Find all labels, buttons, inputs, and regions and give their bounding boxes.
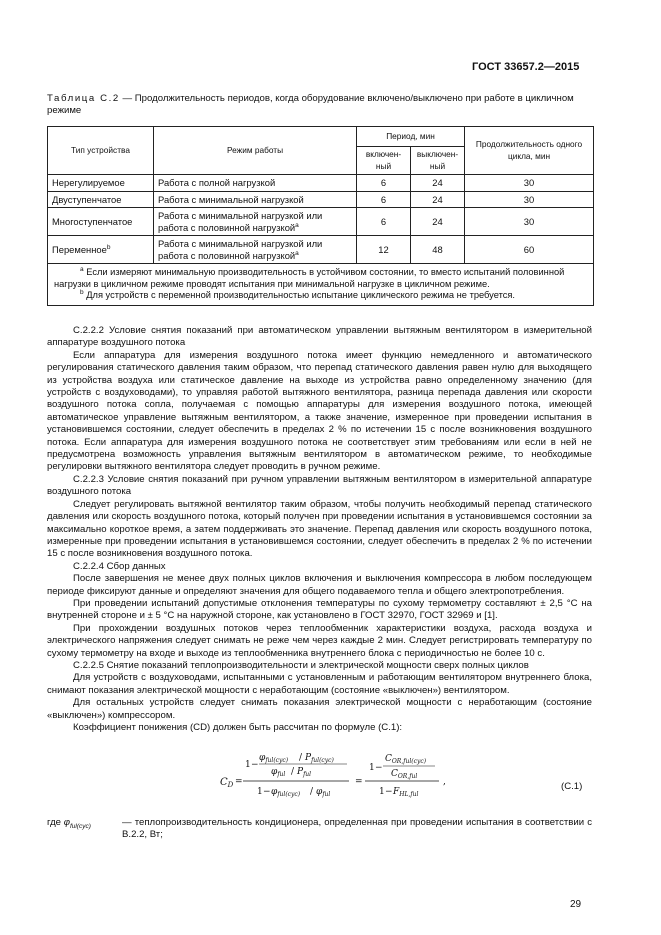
cell-off: 24	[411, 175, 465, 192]
paragraph: Следует регулировать вытяжной вентилятор таким образом, чтобы получить необходимый перепад статического давления или скорость воздушного потока, который получен при проведении испытания в установившемся состоянии за максимально короткое время, а затем поддерживать это значение. Перепад давления или скорость воздушного потока, измеренные при проведении испытания в установившемся состоянии, следует обеспечить в пределах 2 % по истечении 15 с после возникновения воздушного потока.	[47, 498, 592, 560]
svg-text:φful: $\varphi_{ful}$	[271, 767, 286, 778]
table-row	[48, 191, 594, 208]
table-row	[48, 208, 594, 236]
cell-off: 48	[411, 236, 465, 264]
cell-mode: Работа с минимальной нагрузкой	[154, 191, 357, 208]
cell-off: 24	[411, 191, 465, 208]
paragraph: Для остальных устройств следует снимать показания электрической мощности с неработающим (состояние «выключен») компрессором.	[47, 697, 592, 721]
cell-device-type: Переменное$^b$	[48, 236, 154, 264]
svg-text:Pful(cyc): $P_{ful(cyc)}$	[305, 753, 334, 764]
cell-cycle: 30	[465, 208, 594, 236]
cell-mode: Работа с минимальной нагрузкой или работа с половинной нагрузкой$^a$	[154, 236, 357, 264]
svg-text:COR,ful: $C_{OR,ful}$	[391, 769, 418, 780]
svg-text:1: 1	[245, 760, 251, 770]
svg-text:Pful: $P_{ful}$	[297, 767, 312, 778]
svg-text:/: /	[291, 767, 295, 777]
cell-on: 6	[357, 175, 411, 192]
cell-mode: Работа с полной нагрузкой	[154, 175, 357, 192]
body-text	[47, 325, 592, 734]
cell-cycle: 60	[465, 236, 594, 264]
formula-number: (С.1)	[561, 781, 583, 792]
page-number: 29	[570, 899, 582, 910]
note-a: $^a$ Если измеряют минимальную производительность в устойчивом состоянии, то вместо испытаний половинной нагрузки в цикличном режиме проводят испытания при минимальной нагрузке в цикличном режиме.	[54, 265, 565, 289]
paragraph: Для устройств с воздуховодами, испытанными с установленным и работающим вентилятором внутреннего блока, снимают показания электрической мощности с неработающим (состояние «выключен») вентилятором.	[47, 672, 592, 696]
svg-text:−: −	[385, 787, 393, 797]
table-caption-text: — Продолжительность периодов, когда оборудование включено/выключено при работе в цикличном режиме	[47, 93, 574, 116]
note-b: $^b$ Для устройств с переменной производительностью испытание циклического режима не требуется.	[80, 288, 516, 300]
svg-text:,: ,	[443, 777, 446, 787]
table-caption	[47, 93, 592, 117]
table-label: Таблица С.2	[47, 93, 120, 104]
period-table	[47, 126, 594, 306]
svg-text:=: =	[235, 777, 243, 787]
svg-text:φful: $\varphi_{ful}$	[316, 787, 331, 798]
cell-off: 24	[411, 208, 465, 236]
header-mode: Режим работы	[154, 127, 357, 175]
svg-text:1: 1	[379, 787, 385, 797]
where-symbol: где $\varphi_{ful(cyc)}$	[47, 817, 91, 830]
header-period: Период, мин	[357, 127, 465, 147]
svg-text:−: −	[375, 763, 383, 773]
table-row	[48, 236, 594, 264]
paragraph: Если аппаратура для измерения воздушного потока имеет функцию немедленного и автоматического регулирования статического давления таким образом, что перепад статического давления равен нулю для выходящего из устройства воздуха или статическое давление на выходе из устройства равно определенному значению (для устройств с воздуховодами), то управляя работой вытяжного вентилятора, разница перепада давления или скорости воздушного потока сопла, получаемая с помощью аппаратуры для измерения воздушного потока, имеющей автоматическое управление вытяжным вентилятором, а также значение, измеренное при проведении испытания в установившемся состоянии, следует обеспечить в пределах 2 % по истечении 15 с после возникновения воздушного потока. Если аппаратура для измерения воздушного потока не соответствует этим требованиям или если в ней не предусмотрена возможность управления вытяжным вентилятором в автоматическом режиме, то необходимые регулировки вытяжного вентилятора следует проводить в ручном режиме.	[47, 349, 592, 473]
table-row	[48, 175, 594, 192]
header-on: включен-ный	[357, 147, 411, 175]
cell-cycle: 30	[465, 191, 594, 208]
svg-text:φful(cyc): $\varphi_{ful(cyc)}$	[259, 753, 289, 764]
cell-on: 12	[357, 236, 411, 264]
svg-text:−: −	[263, 787, 271, 797]
where-clause	[47, 817, 592, 842]
header-device-type: Тип устройства	[48, 127, 154, 175]
header-cycle: Продолжительность одного цикла, мин	[465, 127, 594, 175]
table-notes	[48, 264, 594, 306]
cell-device-type: Многоступенчатое	[48, 208, 154, 236]
paragraph: При проведении испытаний допустимые отклонения температуры по сухому термометру составляют ± 2,5 °С на внутренней стороне и ± 5 °С на наружной стороне, как установлено в ГОСТ 32970, ГОСТ 32969 и [1].	[47, 597, 592, 622]
cell-on: 6	[357, 191, 411, 208]
svg-text:−: −	[251, 760, 259, 770]
cell-device-type: Двуступенчатое	[48, 191, 154, 208]
svg-text:=: =	[355, 777, 363, 787]
standard-header: ГОСТ 33657.2—2015	[472, 61, 580, 73]
svg-text:φful(cyc): $\varphi_{ful(cyc)}$	[271, 787, 301, 798]
svg-text:/: /	[310, 787, 314, 797]
section-c224-heading: С.2.2.4 Сбор данных	[73, 560, 166, 572]
cell-device-type: Нерегулируемое	[48, 175, 154, 192]
paragraph: При прохождении воздушных потоков через теплообменник характеристики воздуха, расхода воздуха и электрического напряжения следует снимать не реже чем через каждые 2 мин. Следует регистрировать температуру по сухому термометру на входе и выходе из теплообменника внутреннего блока с периодичностью не более 10 с.	[47, 622, 592, 659]
section-c225-heading: С.2.2.5 Снятие показаний теплопроизводительности и электрической мощности сверх полных циклов	[73, 659, 529, 671]
paragraph: После завершения не менее двух полных циклов включения и выключения компрессора в любом последующем периоде фиксируют данные и определяют значения для общего подаваемого тепла и общего электропотребления.	[47, 573, 592, 597]
svg-text:FHL,ful: $F_{HL,ful}$	[393, 787, 419, 798]
svg-text:CD: $C_D$	[220, 777, 234, 789]
svg-text:1: 1	[257, 787, 263, 797]
cell-cycle: 30	[465, 175, 594, 192]
header-off: выключен-ный	[411, 147, 465, 175]
formula-c1	[47, 748, 592, 824]
svg-text:/: /	[299, 753, 303, 763]
section-c222-heading: С.2.2.2 Условие снятия показаний при автоматическом управлении вытяжным вентилятором в измерительной аппаратуре воздушного потока	[47, 325, 592, 349]
svg-text:1: 1	[369, 763, 375, 773]
paragraph: Коэффициент понижения (CD) должен быть рассчитан по формуле (С.1):	[73, 722, 403, 733]
svg-text:COR,ful(cyc): $C_{OR,ful(cyc)}$	[385, 754, 427, 765]
section-c223-heading: С.2.2.3 Условие снятия показаний при ручном управлении вытяжным вентилятором в измерительной аппаратуре воздушного потока	[47, 473, 592, 498]
cell-mode: Работа с минимальной нагрузкой или работа с половинной нагрузкой$^a$	[154, 208, 357, 236]
cell-on: 6	[357, 208, 411, 236]
where-definition: — теплопроизводительность кондиционера, определенная при проведении испытания в соответствии с В.2.2, Вт;	[122, 817, 592, 841]
